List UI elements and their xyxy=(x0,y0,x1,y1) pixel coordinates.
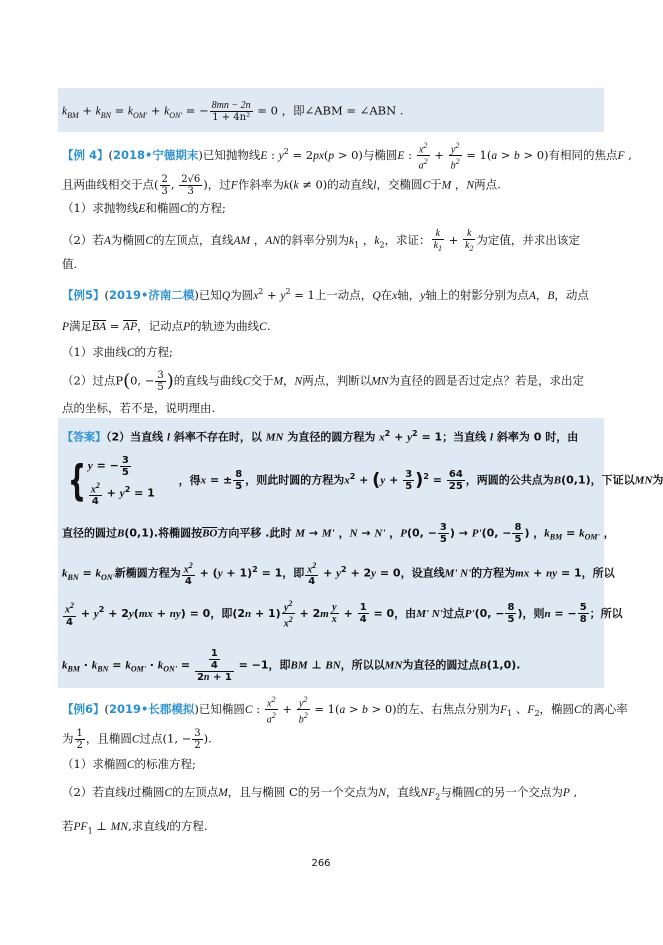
ex5-line1: 【例5】(2019•济南二模)已知Q为圆$x^2 + y^2 = 1$上一动点，Q在x轴，y轴上的射影分别为点A，B，动点 xyxy=(62,287,589,302)
ex5-source: 2019•济南二模 xyxy=(109,287,195,302)
ex5-q2-cont: 点的坐标，若不是，说明理由. xyxy=(62,401,216,415)
answer-line6: $k_{BM} \cdot k_{BN} = k_{OM'} \cdot k_{ON'}$ = $\frac{\frac{1}{4}}{2n + 1}$ = −1，即BM ⊥ BN，所以以MN为直径的圆过点B(1,0). xyxy=(62,648,521,683)
ex6-tag: 【例6】 xyxy=(62,701,105,716)
answer-line4: $k_{BN} = k_{ON'}$新椭圆方程为 $\frac{x^2}{4}$ + $(y + 1)^2 = 1$，即 $\frac{x^2}{4}$ + $y^2 + 2y = 0$，设直线M' N'的方程为mx + ny = 1，所以 xyxy=(62,561,615,588)
ex5-line2: P满足$\overline{BA} = \overline{AP}$，记动点P的轨迹为曲线C. xyxy=(62,319,271,333)
ex5-tag: 【例5】 xyxy=(62,287,105,302)
ex4-q2-cont: 值. xyxy=(62,257,78,271)
ex5-q1: （1）求曲线C的方程; xyxy=(62,345,173,359)
top-formula: $k_{BM} + k_{BN} = k_{OM'} + k_{ON'}$ = − $\frac{8mn - 2n}{\text{1 + 4n²}}$ = 0 ，即∠ABM = ∠ABN . xyxy=(62,100,404,123)
ex5-q2: （2）过点P(0, − $\frac{3}{5}$ )的直线与曲线C交于M，N两点，判断以MN为直径的圆是否过定点？若是，求出定 xyxy=(62,370,584,393)
ex6-line2: 为 $\frac{1}{2}$ ，且椭圆C过点(1, − $\frac{3}{2}$ ). xyxy=(62,728,212,751)
formula-numerator: 8mn − 2n xyxy=(211,100,251,111)
ex6-q2: （2）若直线l过椭圆C的左顶点M，且与椭圆 C的另一个交点为N，直线$NF_2$与椭圆C的另一个交点为P , xyxy=(62,785,578,802)
ex6-q1: （1）求椭圆C的标准方程; xyxy=(62,757,196,771)
formula-denominator: 1 + 4n² xyxy=(212,112,251,123)
formula-tail: ，即∠ABM = ∠ABN . xyxy=(281,103,404,118)
ex4-line1: 【例 4】(2018•宁德期末)已知抛物线E : $y^2 = 2px(p > 0)$与椭圆E : $\frac{x^2}{a^2}$ + $\frac{y^2}{b^2}$ = 1(a > b > 0)有相同的焦点F , xyxy=(62,141,632,172)
ex4-q1: （1）求抛物线E和椭圆C的方程; xyxy=(62,201,226,215)
answer-tag: 【答案】 xyxy=(62,430,106,444)
answer-line1: 【答案】（2）当直线 l 斜率不存在时，以 MN 为直径的圆方程为 $x^2 + y^2 = 1$；当直线 l 斜率为 0 时，由 xyxy=(62,429,579,444)
answer-line3: 直径的圆过B(0,1).将椭圆按$\overline{BO}$方向平移 .此时 M → M' ，N → N' ，P(0, − $\frac{3}{5}$ ) → P'(0, − $\frac{8}{5}$ ) ，$k_{BM} = k_{OM'}$ ， xyxy=(62,522,615,545)
ex4-tag: 【例 4】 xyxy=(62,147,109,162)
ex6-source: 2019•长郡模拟 xyxy=(109,701,195,716)
ex4-q2: （2）若A为椭圆C的左顶点，直线AM ，AN的斜率分别为$k_1$ ，$k_2$，求证： $\frac{k}{k_1}$ + $\frac{k}{k_2}$ 为定值，并求出该定 xyxy=(62,228,580,253)
ex6-q3: 若$PF_1$ ⊥ MN,求直线l的方程. xyxy=(62,819,208,836)
ex6-line1: 【例6】(2019•长郡模拟)已知椭圆C : $\frac{x^2}{a^2}$ + $\frac{y^2}{b^2}$ = 1(a > b > 0)的左、右焦点分别为$F_1$ 、$F_2$，椭圆C的离心率 xyxy=(62,695,628,726)
answer-line5: $\frac{x^2}{4}$ + $y^2 + 2y(mx + ny) = 0$，即(2n + 1) $\frac{y^2}{x^2}$ + 2m $\frac{y}{x}$ + $\frac{1}{4}$ = 0，由M' N'过点P'(0, − $\frac{8}{5}$ )，则n = − $\frac{5}{8}$ ；所以 xyxy=(65,599,623,630)
answer-line2: { y = − $\frac{3}{5}$ $\frac{x^2}{4}$ + $y^2 = 1$ ，得x = ± $\frac{8}{5}$ ，则此时圆的方程为$x^2 + (y$ + $\frac{3}{5}$ )$^2$ = $\frac{64}{25}$ ，两圆的公共点为B(0,1)，下证以MN为 xyxy=(67,454,663,508)
ex4-source: 2018•宁德期末 xyxy=(113,147,199,162)
ex4-line2: 且两曲线相交于点( $\frac{2}{3}$ , $\frac{2√6}{3}$ )，过F作斜率为k(k ≠ 0)的动直线l，交椭圆C于M ，N两点. xyxy=(62,174,501,197)
page-number: 266 xyxy=(311,858,331,869)
